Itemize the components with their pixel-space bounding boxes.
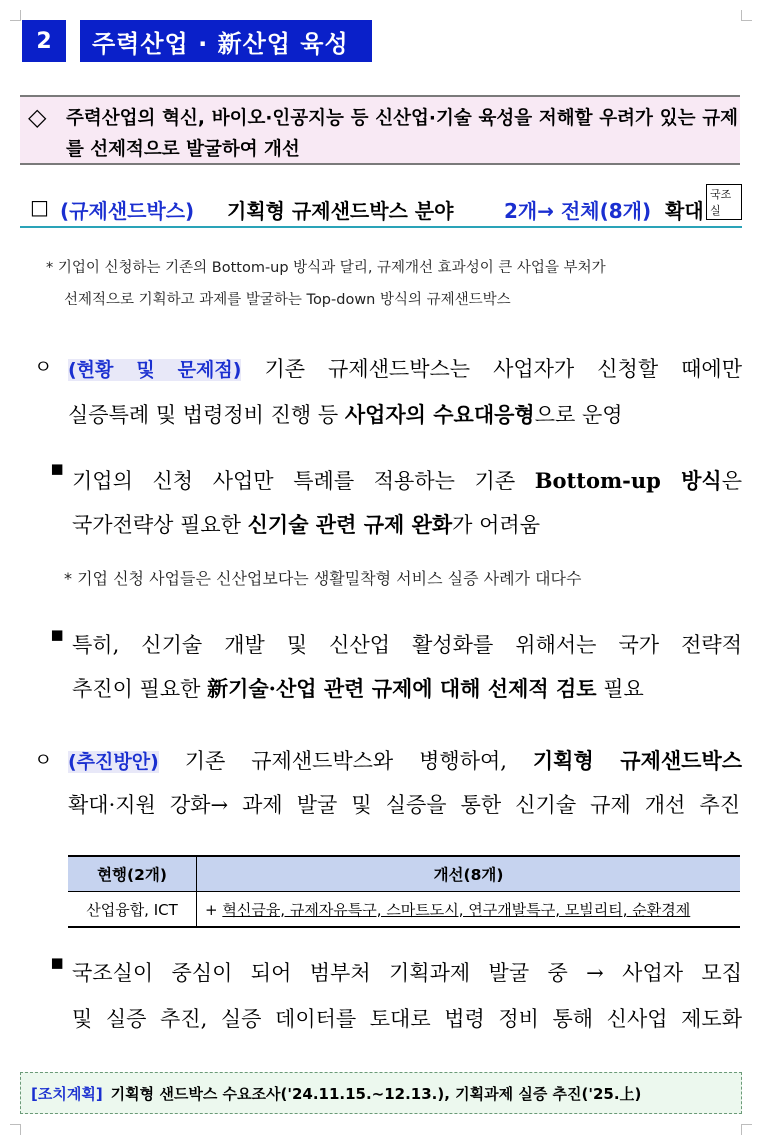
action-plan-label: [조치계획] — [31, 1084, 103, 1103]
checkbox-icon: □ — [30, 195, 49, 219]
summary-box — [20, 95, 740, 165]
summary-text: 주력산업의 혁신, 바이오·인공지능 등 신산업·기술 육성을 저해할 우려가 있는 규제를 선제적으로 발굴하여 개선 — [66, 108, 738, 160]
bullet-circle: ㅇ — [34, 356, 53, 378]
section-number: 2 — [22, 20, 66, 62]
bullet-square: ▪ — [50, 950, 65, 974]
page-corner-mark — [10, 10, 21, 21]
table-cell-current: 산업융합, ICT — [68, 892, 197, 928]
subheading — [20, 188, 742, 228]
section-title: 주력산업 · 新산업 육성 — [80, 20, 372, 62]
bullet-square: ▪ — [50, 622, 65, 646]
page-corner-mark — [741, 10, 752, 21]
paragraph-strategy: 특히, 신기술 개발 및 신산업 활성화를 위해서는 국가 전략적 — [72, 633, 742, 657]
table-cell-improved: + 혁신금융, 규제자유특구, 스마트도시, 연구개발특구, 모빌리티, 순환경제 — [197, 892, 741, 928]
table-row — [68, 892, 740, 928]
footnote-line: * 기업 신청 사업들은 신산업보다는 생활밀착형 서비스 실증 사례가 대다수 — [64, 569, 582, 588]
table-header-improved: 개선(8개) — [197, 856, 741, 892]
page-corner-mark — [10, 1124, 21, 1135]
subheading-text: 기획형 규제샌드박스 분야 — [227, 199, 454, 223]
paragraph-bottomup: 기업의 신청 사업만 특례를 적용하는 기존 Bottom-up 방식은 — [72, 468, 742, 493]
footnote-line: * 기업이 신청하는 기존의 Bottom-up 방식과 달리, 규제개선 효과성이 큰 사업을 부처가 — [46, 260, 606, 276]
subheading-suffix: 확대 — [665, 199, 704, 223]
paragraph-status: (현황 및 문제점) 기존 규제샌드박스는 사업자가 신청할 때에만 — [68, 357, 742, 381]
paragraph-plan: (추진방안) 기존 규제샌드박스와 병행하여, 기획형 규제샌드박스 — [68, 748, 743, 773]
paragraph-bottomup-line2: 국가전략상 필요한 신기술 관련 규제 완화가 어려움 — [72, 512, 540, 537]
action-plan-text: 기획형 샌드박스 수요조사('24.11.15.∼12.13.), 기획과제 실증 추진('25.上) — [110, 1084, 642, 1103]
paragraph-process-line2: 및 실증 추진, 실증 데이터를 토대로 법령 정비 통해 신사업 제도화 — [72, 1007, 742, 1031]
footnote-line: 선제적으로 기획하고 과제를 발굴하는 Top-down 방식의 규제샌드박스 — [64, 292, 511, 308]
subheading-bracket: (규제샌드박스) — [60, 199, 195, 223]
subheading-highlight: 2개→ 전체(8개) — [504, 199, 652, 223]
diamond-icon: ◇ — [28, 103, 47, 131]
page-corner-mark — [741, 1124, 752, 1135]
bullet-circle: ㅇ — [34, 749, 53, 771]
paragraph-plan-line2: 확대·지원 강화→ 과제 발굴 및 실증을 통한 신기술 규제 개선 추진 — [68, 793, 740, 817]
table-header-current: 현행(2개) — [68, 856, 197, 892]
action-plan-box — [20, 1072, 742, 1114]
status-label: (현황 및 문제점) — [68, 359, 242, 381]
agency-tag: 국조실 — [706, 184, 742, 220]
plan-label: (추진방안) — [68, 751, 159, 773]
paragraph-process: 국조실이 중심이 되어 범부처 기획과제 발굴 중 → 사업자 모집 — [72, 961, 742, 985]
paragraph-strategy-line2: 추진이 필요한 新기술·산업 관련 규제에 대해 선제적 검토 필요 — [72, 676, 644, 701]
table-header-row — [68, 856, 740, 892]
bullet-square: ▪ — [50, 456, 65, 480]
comparison-table — [68, 855, 740, 928]
paragraph-status-line2: 실증특례 및 법령정비 진행 등 사업자의 수요대응형으로 운영 — [68, 402, 623, 427]
